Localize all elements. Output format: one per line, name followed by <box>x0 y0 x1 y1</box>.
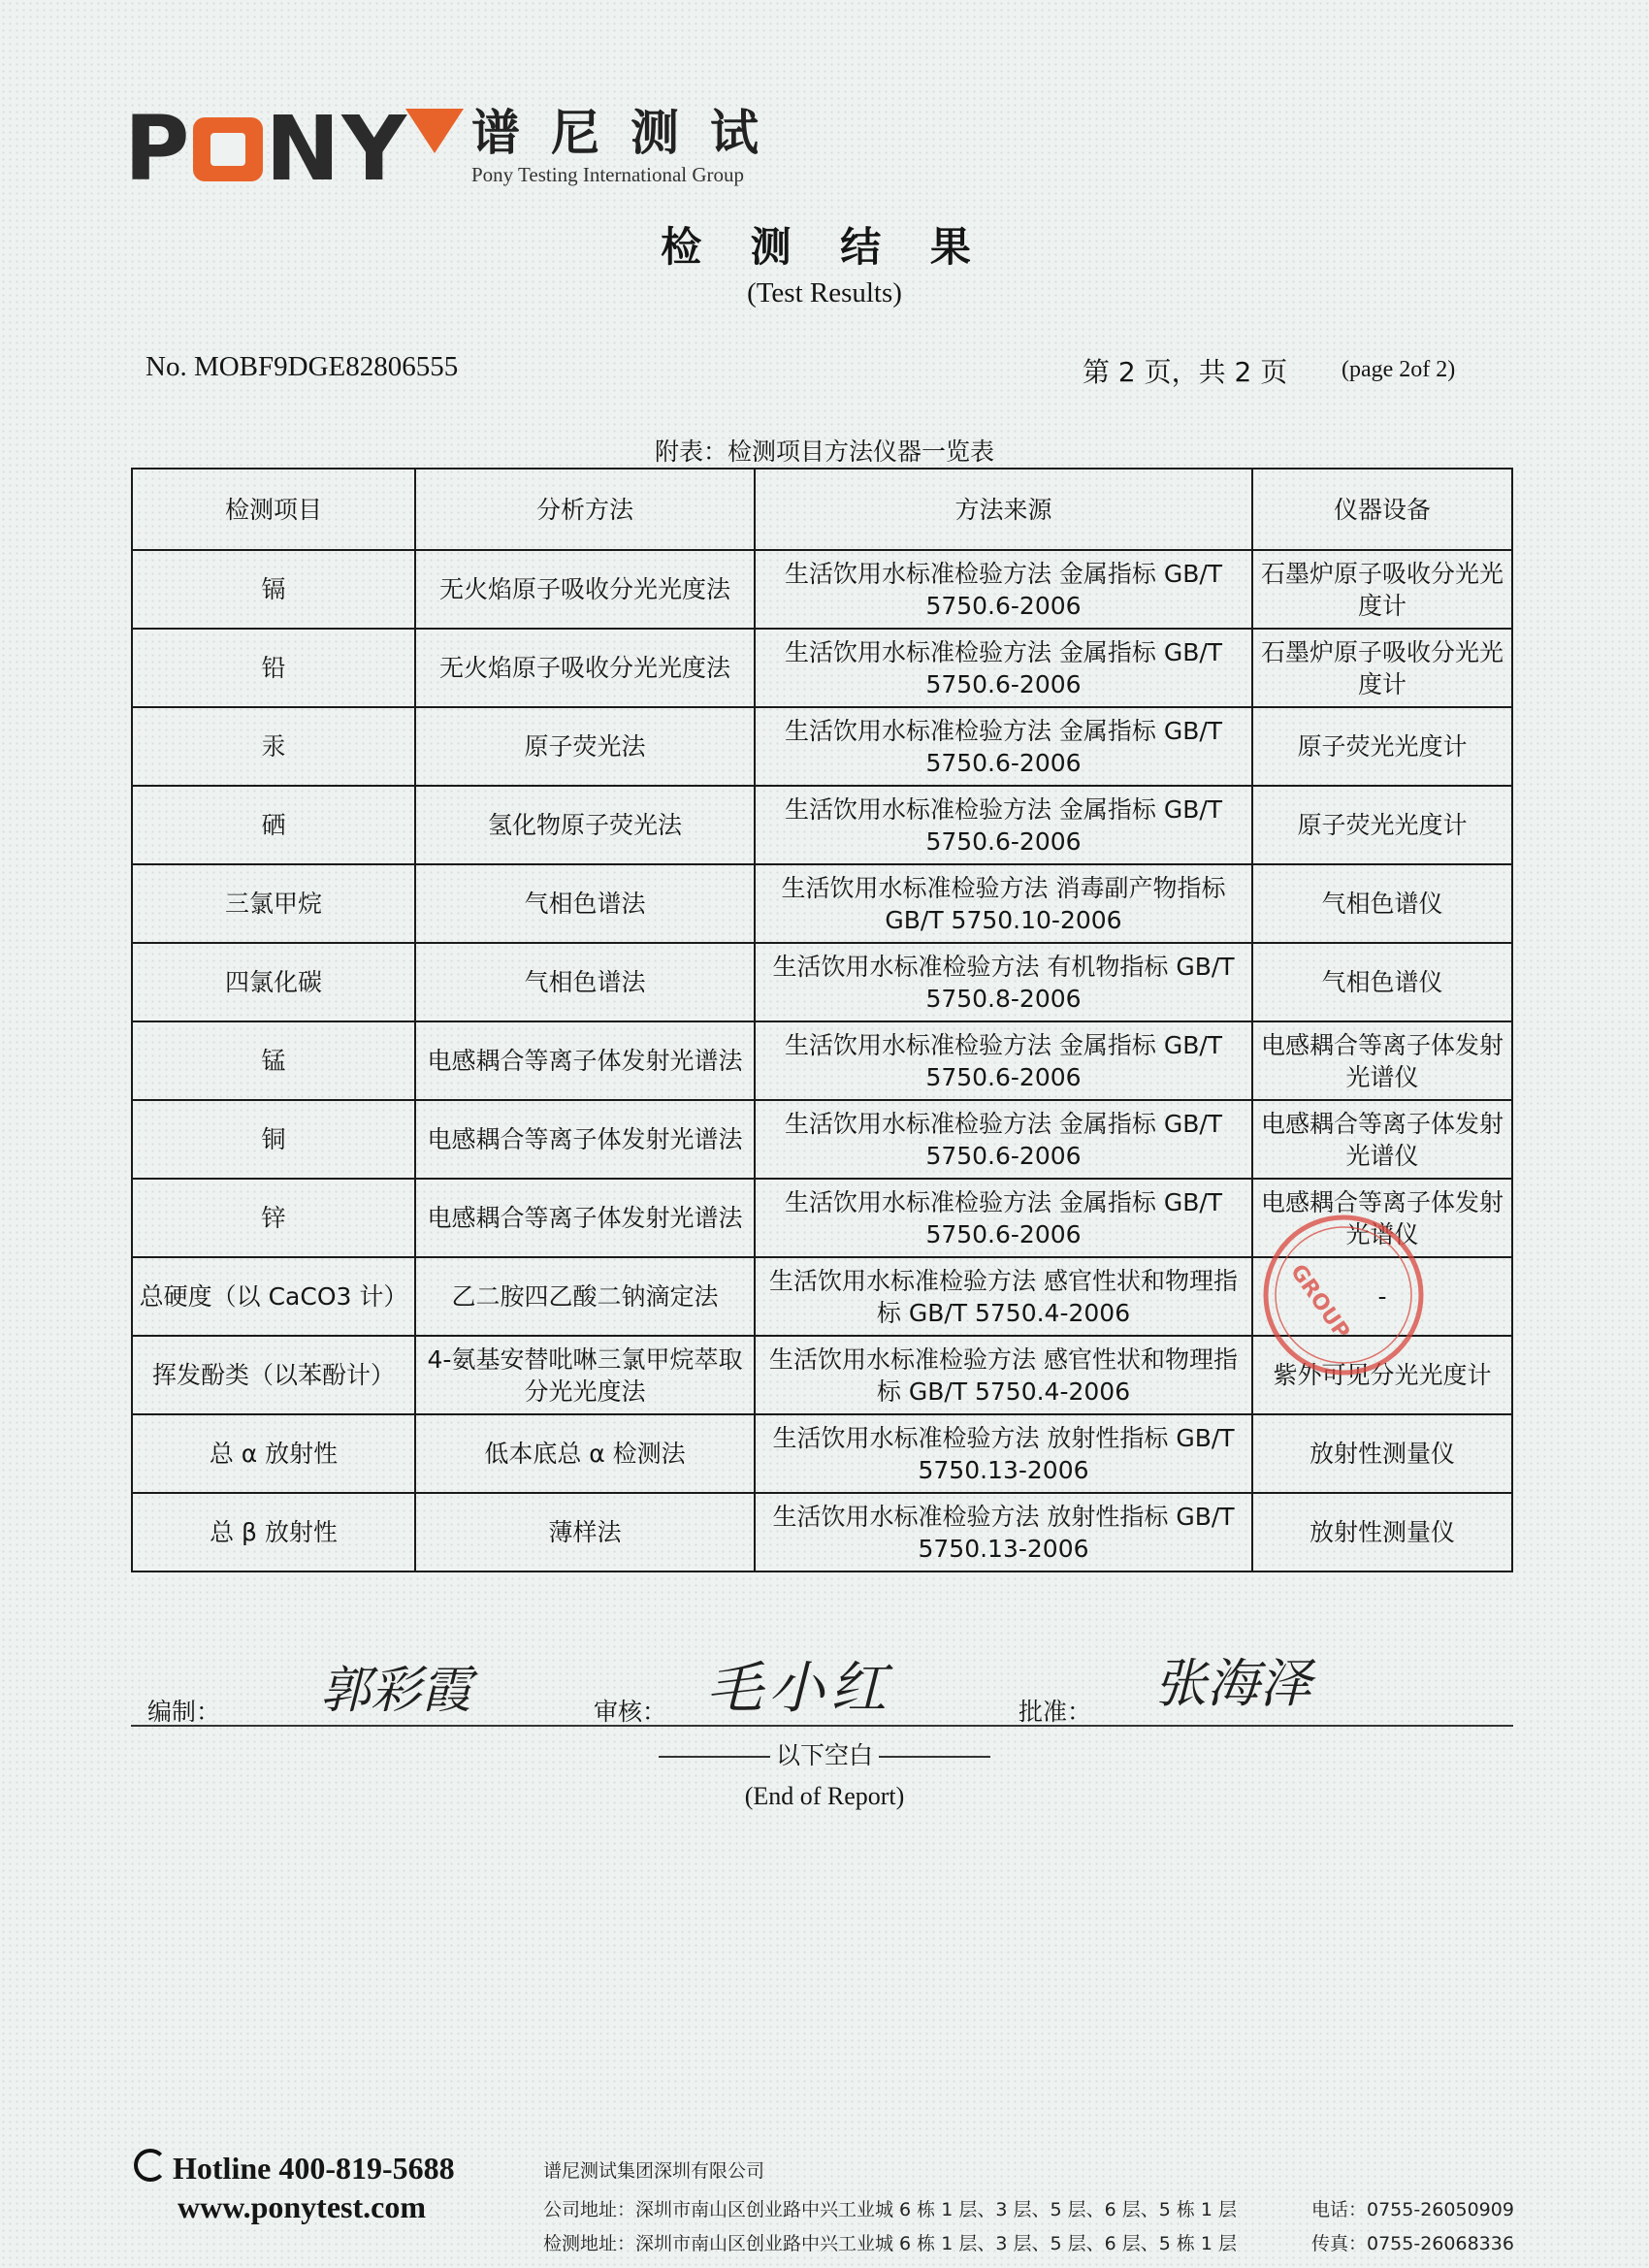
cell-test-item: 镉 <box>132 550 415 629</box>
end-dash-right <box>879 1756 990 1758</box>
cell-method-source: 生活饮用水标准检验方法 感官性状和物理指标 GB/T 5750.4-2006 <box>755 1336 1252 1414</box>
cell-test-item: 总硬度（以 CaCO3 计） <box>132 1257 415 1336</box>
table-row <box>132 629 1512 707</box>
cell-test-item: 三氯甲烷 <box>132 864 415 943</box>
table-row <box>132 1493 1512 1571</box>
footer-telephone: 电话：0755-26050909 <box>1311 2199 1514 2220</box>
cell-test-item: 铅 <box>132 629 415 707</box>
cell-instrument: 石墨炉原子吸收分光光度计 <box>1252 550 1512 629</box>
cell-instrument: 放射性测量仪 <box>1252 1414 1512 1493</box>
cell-method-source: 生活饮用水标准检验方法 金属指标 GB/T 5750.6-2006 <box>755 550 1252 629</box>
cell-test-item: 硒 <box>132 786 415 864</box>
cell-method-source: 生活饮用水标准检验方法 消毒副产物指标 GB/T 5750.10-2006 <box>755 864 1252 943</box>
cell-analysis-method: 无火焰原子吸收分光光度法 <box>415 629 755 707</box>
page-title: 检 测 结 果 <box>661 223 988 271</box>
cell-instrument: 紫外可见分光光度计 <box>1252 1336 1512 1414</box>
compiled-by-label: 编制： <box>147 1698 221 1726</box>
cell-method-source: 生活饮用水标准检验方法 有机物指标 GB/T 5750.8-2006 <box>755 943 1252 1021</box>
compiled-by-signature: 郭彩霞 <box>320 1662 472 1720</box>
company-logo <box>124 97 409 201</box>
company-seal-stamp <box>1251 1203 1436 1387</box>
cell-analysis-method: 电感耦合等离子体发射光谱法 <box>415 1179 755 1257</box>
reviewed-by-signature: 毛小红 <box>706 1655 893 1721</box>
cell-test-item: 锰 <box>132 1021 415 1100</box>
cell-method-source: 生活饮用水标准检验方法 金属指标 GB/T 5750.6-2006 <box>755 1100 1252 1179</box>
end-marker <box>0 1736 1649 1771</box>
cell-instrument: 电感耦合等离子体发射光谱仪 <box>1252 1021 1512 1100</box>
table-row <box>132 1021 1512 1100</box>
cell-method-source: 生活饮用水标准检验方法 放射性指标 GB/T 5750.13-2006 <box>755 1493 1252 1571</box>
footer-lab-address: 检测地址：深圳市南山区创业路中兴工业城 6 栋 1 层、3 层、5 层、6 层、5 栋 1 层 <box>543 2233 1238 2254</box>
page-indicator-cn: 第 2 页，共 2 页 <box>1083 356 1288 388</box>
cell-instrument: 气相色谱仪 <box>1252 864 1512 943</box>
cell-instrument: 放射性测量仪 <box>1252 1493 1512 1571</box>
website-link[interactable]: www.ponytest.com <box>178 2189 426 2224</box>
table-row <box>132 864 1512 943</box>
cell-test-item: 锌 <box>132 1179 415 1257</box>
cell-analysis-method: 薄样法 <box>415 1493 755 1571</box>
cell-test-item: 挥发酚类（以苯酚计） <box>132 1336 415 1414</box>
cell-instrument: 电感耦合等离子体发射光谱仪 <box>1252 1100 1512 1179</box>
cell-test-item: 四氯化碳 <box>132 943 415 1021</box>
cell-analysis-method: 原子荧光法 <box>415 707 755 786</box>
table-row <box>132 786 1512 864</box>
cell-analysis-method: 4-氨基安替吡啉三氯甲烷萃取分光光度法 <box>415 1336 755 1414</box>
end-text-en: (End of Report) <box>744 1782 905 1810</box>
cell-method-source: 生活饮用水标准检验方法 放射性指标 GB/T 5750.13-2006 <box>755 1414 1252 1493</box>
cell-instrument: 原子荧光光度计 <box>1252 786 1512 864</box>
page-indicator-en: (page 2of 2) <box>1342 357 1456 382</box>
logo-chinese-name: 谱尼测试 <box>471 105 790 161</box>
end-text-cn: 以下空白 <box>775 1741 873 1769</box>
approved-by-signature: 张海泽 <box>1154 1653 1311 1714</box>
cell-instrument: - <box>1252 1257 1512 1336</box>
cell-analysis-method: 气相色谱法 <box>415 864 755 943</box>
cell-analysis-method: 乙二胺四乙酸二钠滴定法 <box>415 1257 755 1336</box>
approved-by-label: 批准： <box>1018 1698 1092 1726</box>
cell-instrument: 电感耦合等离子体发射光谱仪 <box>1252 1179 1512 1257</box>
header-test-item: 检测项目 <box>132 469 415 550</box>
cell-analysis-method: 低本底总 α 检测法 <box>415 1414 755 1493</box>
phone-icon <box>134 2149 167 2182</box>
report-number: No. MOBF9DGE82806555 <box>146 351 459 382</box>
cell-method-source: 生活饮用水标准检验方法 感官性状和物理指标 GB/T 5750.4-2006 <box>755 1257 1252 1336</box>
hotline-text: Hotline 400-819-5688 <box>173 2151 455 2186</box>
cell-method-source: 生活饮用水标准检验方法 金属指标 GB/T 5750.6-2006 <box>755 1179 1252 1257</box>
logo-letter-p: P <box>124 97 192 201</box>
table-row <box>132 1414 1512 1493</box>
cell-method-source: 生活饮用水标准检验方法 金属指标 GB/T 5750.6-2006 <box>755 629 1252 707</box>
header-method-source: 方法来源 <box>755 469 1252 550</box>
logo-o-mark <box>193 117 263 181</box>
cell-analysis-method: 气相色谱法 <box>415 943 755 1021</box>
reviewed-by-label: 审核： <box>594 1698 667 1726</box>
page-subtitle: (Test Results) <box>747 277 902 308</box>
header-instrument: 仪器设备 <box>1252 469 1512 550</box>
table-header-row <box>132 469 1512 550</box>
table-row <box>132 1100 1512 1179</box>
table-row <box>132 707 1512 786</box>
cell-instrument: 石墨炉原子吸收分光光度计 <box>1252 629 1512 707</box>
cell-method-source: 生活饮用水标准检验方法 金属指标 GB/T 5750.6-2006 <box>755 786 1252 864</box>
table-row <box>132 943 1512 1021</box>
end-dash-left <box>659 1756 770 1758</box>
cell-test-item: 铜 <box>132 1100 415 1179</box>
methods-table <box>131 468 1513 1572</box>
logo-triangle-mark <box>405 109 464 153</box>
cell-instrument: 原子荧光光度计 <box>1252 707 1512 786</box>
header-analysis-method: 分析方法 <box>415 469 755 550</box>
logo-letters-ny: NY <box>265 97 409 201</box>
hotline <box>134 2149 455 2187</box>
logo-english-name: Pony Testing International Group <box>471 163 745 186</box>
signature-divider <box>131 1725 1513 1727</box>
table-row <box>132 550 1512 629</box>
table-caption: 附表：检测项目方法仪器一览表 <box>654 437 994 466</box>
cell-method-source: 生活饮用水标准检验方法 金属指标 GB/T 5750.6-2006 <box>755 1021 1252 1100</box>
cell-analysis-method: 氢化物原子荧光法 <box>415 786 755 864</box>
cell-test-item: 总 β 放射性 <box>132 1493 415 1571</box>
cell-analysis-method: 电感耦合等离子体发射光谱法 <box>415 1100 755 1179</box>
cell-method-source: 生活饮用水标准检验方法 金属指标 GB/T 5750.6-2006 <box>755 707 1252 786</box>
cell-analysis-method: 电感耦合等离子体发射光谱法 <box>415 1021 755 1100</box>
stamp-text: GROUP <box>1285 1260 1354 1345</box>
footer-company-name: 谱尼测试集团深圳有限公司 <box>543 2160 765 2182</box>
cell-instrument: 气相色谱仪 <box>1252 943 1512 1021</box>
footer-company-address: 公司地址：深圳市南山区创业路中兴工业城 6 栋 1 层、3 层、5 层、6 层、5 栋 1 层 <box>543 2199 1238 2220</box>
cell-analysis-method: 无火焰原子吸收分光光度法 <box>415 550 755 629</box>
cell-test-item: 总 α 放射性 <box>132 1414 415 1493</box>
cell-test-item: 汞 <box>132 707 415 786</box>
footer-fax: 传真：0755-26068336 <box>1311 2233 1514 2254</box>
